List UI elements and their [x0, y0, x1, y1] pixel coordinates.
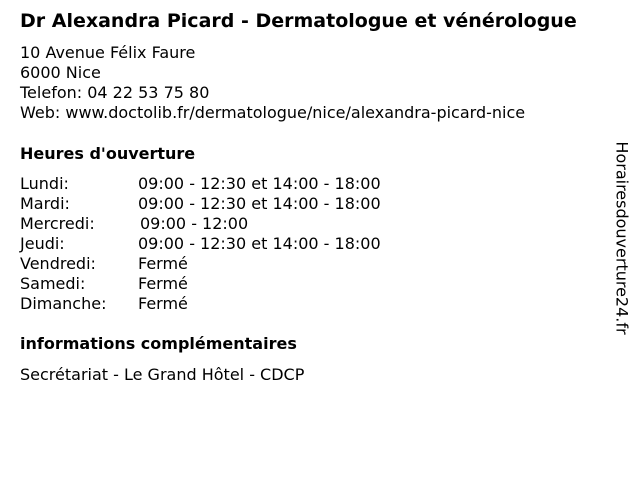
hours-value: 09:00 - 12:30 et 14:00 - 18:00: [138, 194, 381, 213]
day-label: Lundi:: [20, 174, 69, 193]
day-label: Dimanche:: [20, 294, 107, 313]
day-label: Vendredi:: [20, 254, 96, 273]
hours-value: 09:00 - 12:30 et 14:00 - 18:00: [138, 234, 381, 253]
street-address: 10 Avenue Félix Faure: [20, 43, 196, 62]
address-block: [20, 43, 525, 123]
phone-number: Telefon: 04 22 53 75 80: [20, 83, 210, 102]
hours-value: Fermé: [138, 254, 188, 273]
site-watermark: Horairesdouverture24.fr: [612, 141, 632, 335]
hours-value: 09:00 - 12:30 et 14:00 - 18:00: [138, 174, 381, 193]
day-label: Jeudi:: [20, 234, 65, 253]
hours-value: Fermé: [138, 274, 188, 293]
info-heading: informations complémentaires: [20, 334, 297, 353]
hours-value: 09:00 - 12:00: [140, 214, 249, 233]
city: 6000 Nice: [20, 63, 101, 82]
page-title: Dr Alexandra Picard - Dermatologue et vénérologue: [20, 10, 577, 32]
day-label: Mercredi:: [20, 214, 95, 233]
website: Web: www.doctolib.fr/dermatologue/nice/alexandra-picard-nice: [20, 103, 526, 122]
hours-heading: Heures d'ouverture: [20, 144, 196, 163]
info-text: Secrétariat - Le Grand Hôtel - CDCP: [20, 365, 305, 384]
hours-value: Fermé: [138, 294, 188, 313]
day-label: Samedi:: [20, 274, 86, 293]
day-label: Mardi:: [20, 194, 70, 213]
